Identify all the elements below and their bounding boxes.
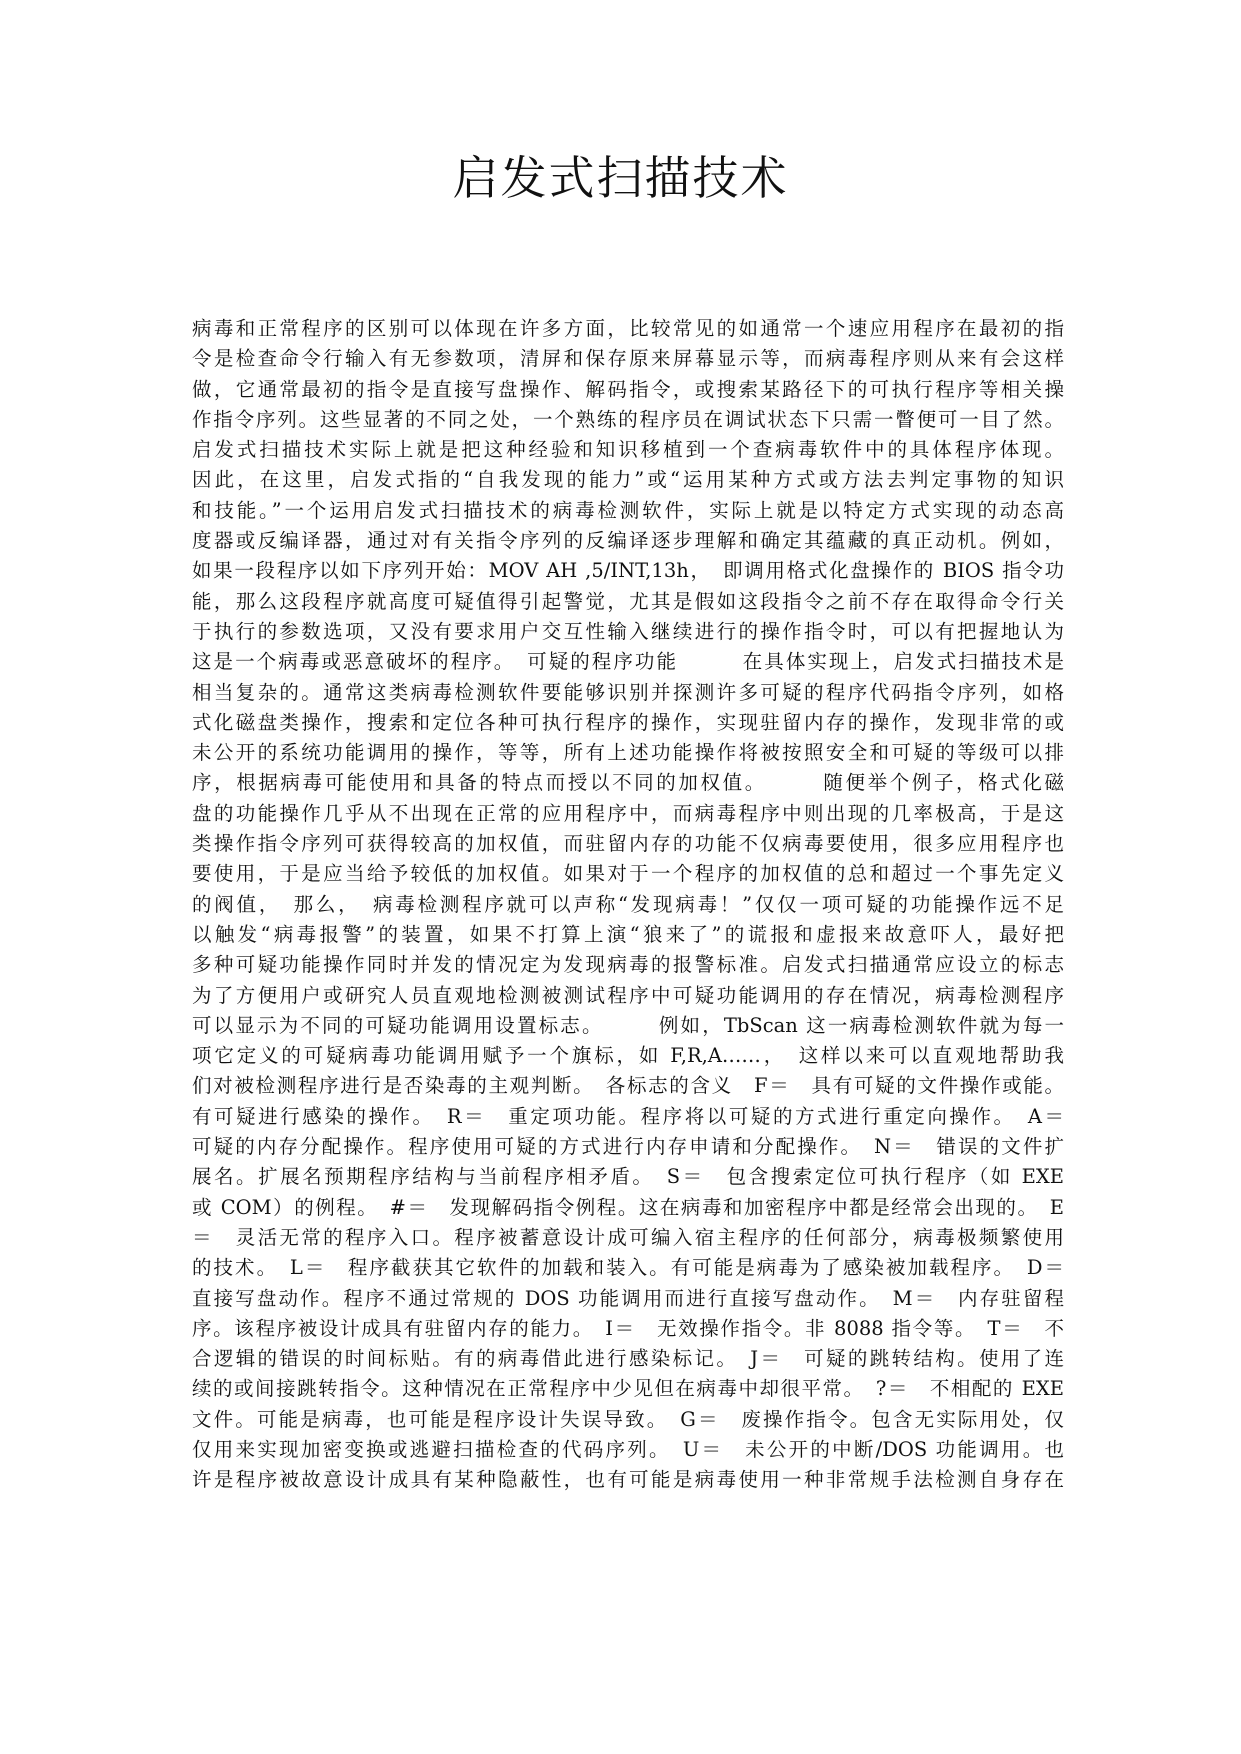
text-line: 序。该程序被设计成具有驻留内存的能力。 I＝ 无效操作指令。非 8088 指令等。 T＝ 不 bbox=[192, 1316, 1064, 1340]
text-line: 展名。扩展名预期程序结构与当前程序相矛盾。 S＝ 包含搜索定位可执行程序（如 EXE bbox=[192, 1165, 1064, 1189]
text-line: 以触发“病毒报警”的装置，如果不打算上演“狼来了”的谎报和虚报来故意吓人，最好把 bbox=[192, 922, 1064, 946]
text-line: 项它定义的可疑病毒功能调用赋予一个旗标，如 F,R,A……， 这样以来可以直观地帮助我 bbox=[192, 1044, 1064, 1068]
text-line: 启发式扫描技术实际上就是把这种经验和知识移植到一个查病毒软件中的具体程序体现。 bbox=[192, 438, 1064, 462]
text-line: 或 COM）的例程。 #＝ 发现解码指令例程。这在病毒和加密程序中都是经常会出现的。 E bbox=[192, 1195, 1064, 1219]
text-line: 合逻辑的错误的时间标贴。有的病毒借此进行感染标记。 J＝ 可疑的跳转结构。使用了连 bbox=[192, 1347, 1064, 1371]
text-line: 多种可疑功能操作同时并发的情况定为发现病毒的报警标准。启发式扫描通常应设立的标志 bbox=[192, 953, 1064, 977]
text-line: 因此，在这里，启发式指的“自我发现的能力”或“运用某种方式或方法去判定事物的知识 bbox=[192, 468, 1064, 492]
text-line: 仅用来实现加密变换或逃避扫描检查的代码序列。 U＝ 未公开的中断/DOS 功能调用。也 bbox=[192, 1437, 1064, 1461]
text-line: 们对被检测程序进行是否染毒的主观判断。 各标志的含义 F＝ 具有可疑的文件操作或能。 bbox=[192, 1074, 1064, 1098]
text-line: 做，它通常最初的指令是直接写盘操作、解码指令，或搜索某路径下的可执行程序等相关操 bbox=[192, 377, 1064, 401]
text-line: 盘的功能操作几乎从不出现在正常的应用程序中，而病毒程序中则出现的几率极高，于是这 bbox=[192, 801, 1064, 825]
text-line: 直接写盘动作。程序不通过常规的 DOS 功能调用而进行直接写盘动作。 M＝ 内存驻留程 bbox=[192, 1286, 1064, 1310]
text-line: 可以显示为不同的可疑功能调用设置标志。 例如，TbScan 这一病毒检测软件就为每一 bbox=[192, 1013, 1064, 1037]
text-line: 可疑的内存分配操作。程序使用可疑的方式进行内存申请和分配操作。 N＝ 错误的文件扩 bbox=[192, 1135, 1064, 1159]
text-line: 类操作指令序列可获得较高的加权值，而驻留内存的功能不仅病毒要使用，很多应用程序也 bbox=[192, 832, 1064, 856]
text-line: 的阀值， 那么， 病毒检测程序就可以声称“发现病毒！”仅仅一项可疑的功能操作远不足 bbox=[192, 892, 1064, 916]
text-line: 许是程序被故意设计成具有某种隐蔽性，也有可能是病毒使用一种非常规手法检测自身存在 bbox=[192, 1468, 1064, 1492]
text-line: 病毒和正常程序的区别可以体现在许多方面，比较常见的如通常一个速应用程序在最初的指 bbox=[192, 317, 1064, 340]
body-paragraph bbox=[192, 314, 1064, 1496]
document-title: 启发式扫描技术 bbox=[452, 151, 789, 205]
text-line: 度器或反编译器，通过对有关指令序列的反编译逐步理解和确定其蕴藏的真正动机。例如， bbox=[192, 529, 1064, 553]
text-line: 续的或间接跳转指令。这种情况在正常程序中少见但在病毒中却很平常。 ?＝ 不相配的 EXE bbox=[192, 1377, 1064, 1401]
text-line: 能，那么这段程序就高度可疑值得引起警觉，尤其是假如这段指令之前不存在取得命令行关 bbox=[192, 589, 1064, 613]
text-line: 相当复杂的。通常这类病毒检测软件要能够识别并探测许多可疑的程序代码指令序列，如格 bbox=[192, 680, 1064, 704]
text-line: 作指令序列。这些显著的不同之处，一个熟练的程序员在调试状态下只需一瞥便可一目了然。 bbox=[192, 407, 1064, 431]
text-line: 和技能。”一个运用启发式扫描技术的病毒检测软件，实际上就是以特定方式实现的动态高 bbox=[192, 498, 1064, 522]
text-line: 有可疑进行感染的操作。 R＝ 重定项功能。程序将以可疑的方式进行重定向操作。 A＝ bbox=[192, 1104, 1064, 1128]
text-line: 的技术。 L＝ 程序截获其它软件的加载和装入。有可能是病毒为了感染被加载程序。 D＝ bbox=[192, 1256, 1064, 1280]
text-line: 未公开的系统功能调用的操作，等等，所有上述功能操作将被按照安全和可疑的等级可以排 bbox=[192, 741, 1064, 765]
text-line: ＝ 灵活无常的程序入口。程序被蓄意设计成可编入宿主程序的任何部分，病毒极频繁使用 bbox=[192, 1225, 1064, 1249]
text-line: 要使用，于是应当给予较低的加权值。如果对于一个程序的加权值的总和超过一个事先定义 bbox=[192, 862, 1064, 886]
text-line: 于执行的参数选项，又没有要求用户交互性输入继续进行的操作指令时，可以有把握地认为 bbox=[192, 619, 1064, 643]
text-line: 序，根据病毒可能使用和具备的特点而授以不同的加权值。 随便举个例子，格式化磁 bbox=[192, 771, 1064, 795]
text-line: 为了方便用户或研究人员直观地检测被测试程序中可疑功能调用的存在情况，病毒检测程序 bbox=[192, 983, 1064, 1007]
text-line: 式化磁盘类操作，搜索和定位各种可执行程序的操作，实现驻留内存的操作，发现非常的或 bbox=[192, 710, 1064, 734]
text-line: 这是一个病毒或恶意破坏的程序。 可疑的程序功能 在具体实现上，启发式扫描技术是 bbox=[192, 650, 1064, 674]
text-line: 令是检查命令行输入有无参数项，清屏和保存原来屏幕显示等，而病毒程序则从来有会这样 bbox=[192, 347, 1064, 371]
text-line: 如果一段程序以如下序列开始：MOV AH ,5/INT,13h， 即调用格式化盘操作的 BIOS 指令功 bbox=[192, 559, 1064, 583]
text-line: 文件。可能是病毒，也可能是程序设计失误导致。 G＝ 废操作指令。包含无实际用处，仅 bbox=[192, 1407, 1064, 1431]
